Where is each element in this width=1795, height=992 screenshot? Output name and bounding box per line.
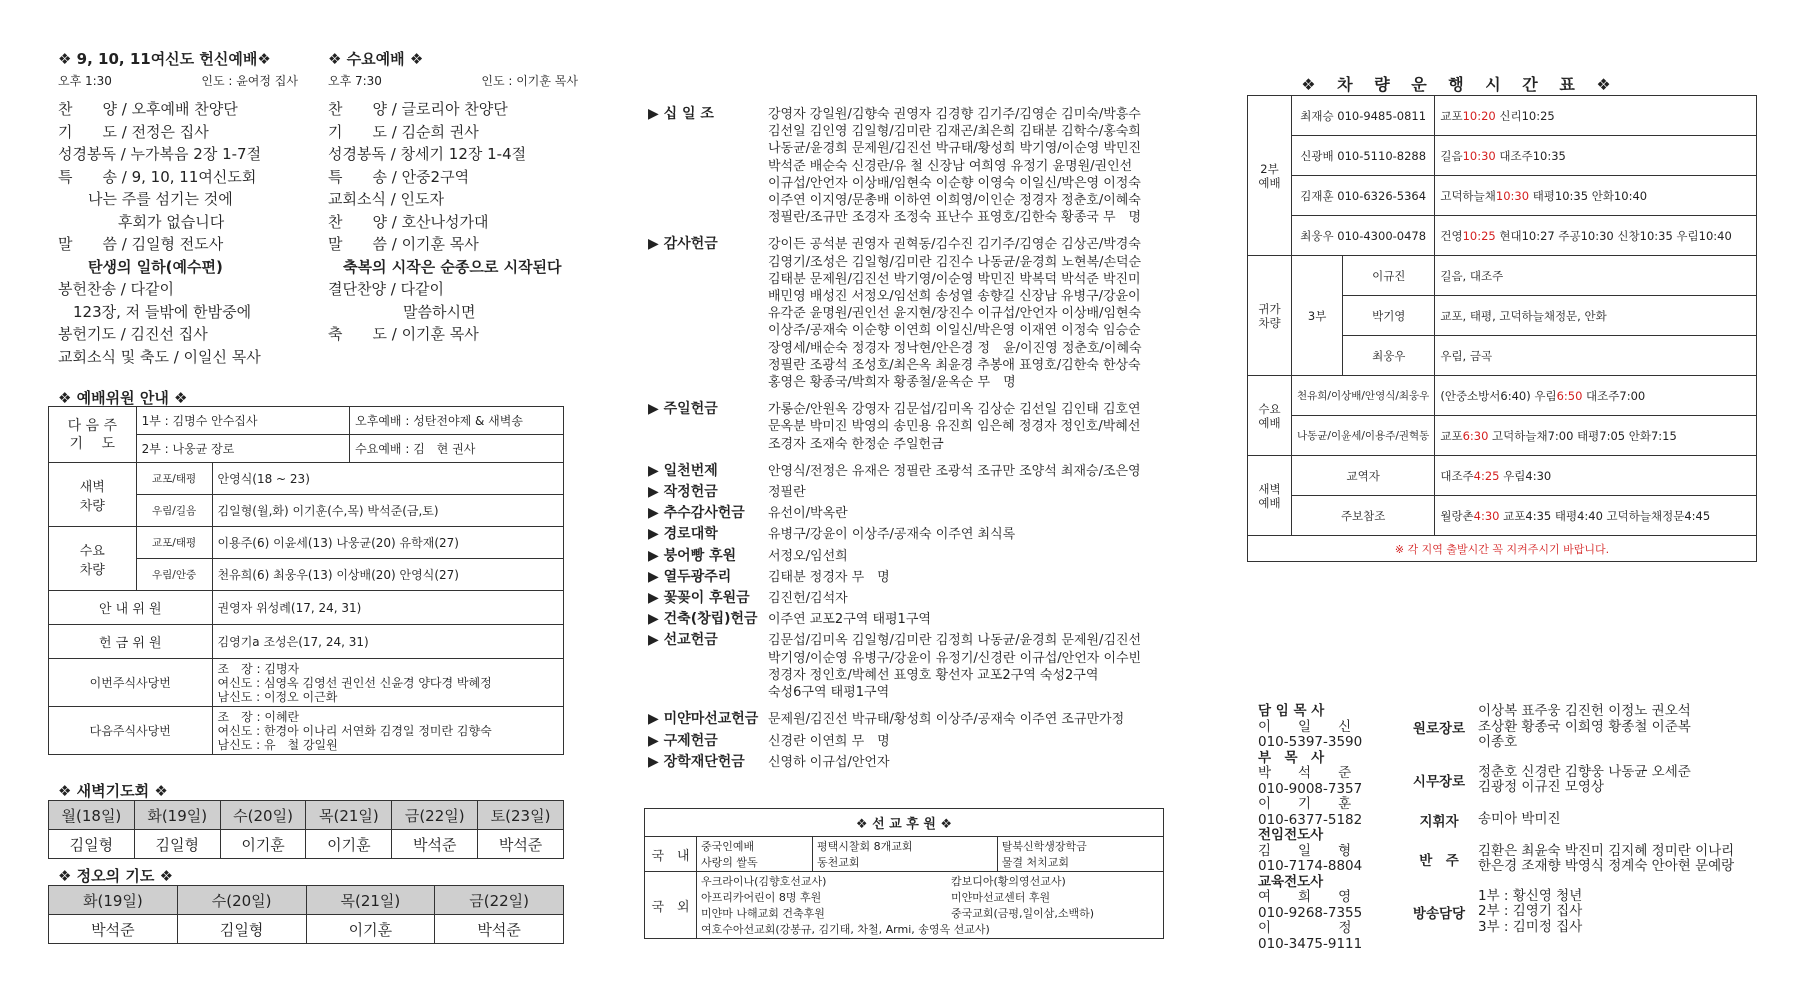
route-times: 교포, 태평, 고덕하늘채정문, 안화 <box>1435 296 1757 336</box>
offering-label: ▶ 열두광주리 <box>648 568 732 585</box>
offering-committee: 김영기a 조성은(17, 24, 31) <box>212 625 563 659</box>
staff-group-line: 한은경 조재향 박영식 정계숙 안아현 문예랑 <box>1478 858 1735 874</box>
wednesday-title: ❖ 수요예배 ❖ <box>328 50 424 68</box>
staff-group-line: 송미아 박미진 <box>1478 810 1561 827</box>
route-times: 길음10:30 대조주10:35 <box>1435 136 1757 176</box>
staff-group-line: 이상복 표주웅 김진헌 이정노 권오석 <box>1478 703 1691 719</box>
offering-line: 안영식/전정은 유재은 정필란 조광석 조규만 조양석 최재승/조은영 <box>768 463 1141 479</box>
offering-label: ▶ 장학재단헌금 <box>648 753 745 770</box>
service-order-line: 말 씀 / 이기훈 목사 <box>328 235 479 253</box>
noon-prayer-title: ❖ 정오의 기도 ❖ <box>58 867 174 885</box>
sunday-pm-time: 오후 1:30 <box>58 74 112 88</box>
usher-label: 안 내 위 원 <box>49 591 213 625</box>
offering-line: 홍영은 황종국/박희자 황종철/윤옥순 무 명 <box>768 375 1016 391</box>
prayer-leader: 이기훈 <box>306 830 392 859</box>
offering-committee-label: 헌 금 위 원 <box>49 625 213 659</box>
sunday-pm-service <box>58 48 298 368</box>
service-order-line: 말씀하시면 <box>328 302 476 321</box>
driver: 김재훈 010-6326-5364 <box>1292 176 1435 216</box>
offering-line: 신영하 이규섭/안언자 <box>768 754 890 770</box>
pastor-phone: 010-5397-3590 <box>1258 734 1363 750</box>
pastor-phone: 010-9268-7355 <box>1258 904 1363 921</box>
wednesday-service <box>328 48 578 346</box>
next-prayer-label: 다 음 주 기 도 <box>49 407 137 463</box>
pastor-phone: 010-6377-5182 <box>1258 811 1363 828</box>
staff-group-label: 방송담당 <box>1412 905 1466 922</box>
pastor-entry <box>1258 828 1398 875</box>
pastor-phone: 010-7174-8804 <box>1258 858 1363 874</box>
offering-label: ▶ 작정헌금 <box>648 484 718 501</box>
offering-line: 유선이/박옥란 <box>768 506 848 522</box>
route-times: (안중소방서6:40) 우림6:50 대조주7:00 <box>1435 376 1757 416</box>
staff-group-label: 지휘자 <box>1419 813 1459 830</box>
offering-label: ▶ 선교헌금 <box>648 632 718 649</box>
driver: 이규진 <box>1343 256 1435 296</box>
prayer-day: 목(21일) <box>306 801 392 830</box>
offering-line: 이규섭/안언자 이상배/임현숙 이순향 이영숙 이일신/박은영 이정숙 <box>768 175 1141 191</box>
this-week-kitchen-label: 이번주식사당번 <box>49 659 213 707</box>
offering-names <box>768 236 1168 391</box>
noon-prayer-table <box>48 885 564 944</box>
offering-line: 정필란 <box>768 485 806 501</box>
service-order-line: 찬 양 / 오후예배 찬양단 <box>58 100 238 118</box>
offering-line: 박기영/이순영 유병구/강윤이 유정기/신경란 이규섭/안언자 이수빈 <box>768 650 1142 666</box>
service-order-line: 축 도 / 이기훈 목사 <box>328 325 479 343</box>
offering-names <box>768 484 1168 501</box>
offering-group <box>648 505 1168 522</box>
prayer-leader: 김일형 <box>49 830 135 859</box>
driver: 신광배 010-5110-8288 <box>1292 136 1435 176</box>
offering-line: 강영자 강일원/김향숙 권영자 김경향 김기주/김영순 김미숙/박흥수 <box>768 107 1141 122</box>
prayer-day: 수(20일) <box>177 886 306 915</box>
usher: 권영자 위성례(17, 24, 31) <box>212 591 563 625</box>
offering-names <box>768 505 1168 522</box>
next-week-kitchen-label: 다음주식사당번 <box>49 707 213 755</box>
prayer-leader: 김일형 <box>177 915 306 944</box>
route-times: 교포6:30 고덕하늘채7:00 태평7:05 안화7:15 <box>1435 416 1757 456</box>
service-order-line: 찬 양 / 글로리아 찬양단 <box>328 100 508 118</box>
staff-group-line: 조상환 황종국 이희영 황종철 이준복 <box>1478 718 1691 735</box>
car-row <box>1248 416 1757 456</box>
offering-names <box>768 548 1168 565</box>
offering-group <box>648 106 1168 226</box>
staff-group-line: 김광정 이규진 모영상 <box>1478 779 1604 795</box>
offering-group <box>648 236 1168 391</box>
offering-line: 신경란 이연희 무 명 <box>768 733 890 749</box>
staff-group-names <box>1478 889 1582 936</box>
car-row <box>1248 136 1757 176</box>
home-part: 3부 <box>1292 256 1343 376</box>
offering-names <box>768 632 1168 701</box>
staff-group-line: 3부 : 김미정 집사 <box>1478 918 1583 935</box>
staff-group-line: 정춘호 신경란 김향웅 나동균 오세준 <box>1478 763 1691 780</box>
staff-group-label: 반 주 <box>1419 853 1459 869</box>
offering-line: 장영세/배순숙 정경자 정낙현/안은경 정 윤/이진영 정춘호/이혜숙 <box>768 340 1142 356</box>
offering-line: 김영기/조성은 김일형/김미란 김진수 나동균/윤경희 노현복/손덕순 <box>768 254 1142 270</box>
route-times: 월랑촌4:30 교포4:35 태평4:40 고덕하늘채정문4:45 <box>1435 496 1757 536</box>
car-row <box>1248 216 1757 256</box>
offering-label: ▶ 붕어빵 후원 <box>648 547 737 564</box>
offering-group <box>648 733 1168 750</box>
offering-line: 조경자 조재숙 한정순 주일헌금 <box>768 436 944 452</box>
pastor-name: 박 석 준 <box>1258 765 1352 781</box>
driver: 주보참조 <box>1292 496 1435 536</box>
sunday-pm-title: ❖ 9, 10, 11여신도 헌신예배❖ <box>58 50 271 68</box>
offering-line: 배민영 배성진 서정오/임선희 송성열 송향길 신장남 유병구/강윤이 <box>768 289 1141 305</box>
offering-line: 김선일 김인영 김일형/김미란 김재곤/최은희 김태분 김학수/홍숙희 <box>768 124 1141 140</box>
service-order-line: 특 송 / 안중2구역 <box>328 167 470 186</box>
mission-support-table: ❖ 선 교 후 원 ❖ 국 내 중국인예배 사랑의 쌀독 평택시찰회 8개교회 동천교회 탈북신학생장학금 물결 처치교회 국 외 우크라이나(김향호선교사) 캄보디아(황의영선교사) 아프리카어린이 8명 후원 미얀마선교센터 후원 미얀마 나해교회 건축후원 중국교회(금평,일이삼,소백하) 여호수아선교회(강봉규, 김기태, 차철, Armi, 송영옥 선교사) <box>644 808 1164 939</box>
pastor-name: 이 기 훈 <box>1258 796 1352 812</box>
service-order-line: 성경봉독 / 창세기 12장 1-4절 <box>328 145 527 163</box>
pastor-name: 김 일 형 <box>1258 842 1352 859</box>
staff-group-label: 원로장로 <box>1412 721 1466 738</box>
mission-title: ❖ 선 교 후 원 ❖ <box>645 809 1164 837</box>
offering-group <box>648 611 1168 628</box>
service-order-line: 특 송 / 9, 10, 11여신도회 <box>58 167 257 186</box>
driver: 천유희/이상배/안영식/최웅우 <box>1292 376 1435 416</box>
prayer-4: 수요예배 : 김 현 권사 <box>350 435 564 463</box>
offering-names <box>768 106 1168 226</box>
route-times: 길음, 대조주 <box>1435 256 1757 296</box>
prayer-leader: 김일형 <box>134 830 220 859</box>
pastor-phone: 010-3475-9111 <box>1258 935 1363 952</box>
sunday-pm-leader: 인도 : 윤여정 집사 <box>201 74 298 88</box>
staff-group-line: 2부 : 김영기 집사 <box>1478 903 1583 919</box>
pastor-phone: 010-9008-7357 <box>1258 780 1363 797</box>
offering-group <box>648 484 1168 501</box>
offering-names <box>768 401 1168 453</box>
service-order-line: 찬 양 / 호산나성가대 <box>328 212 489 231</box>
prayer-leader: 박석준 <box>392 830 478 859</box>
offering-line: 강이든 공석분 권영자 권혁동/김수진 김기주/김영순 김상곤/박경숙 <box>768 237 1141 253</box>
offering-label: ▶ 일천번제 <box>648 462 718 479</box>
offering-line: 유병구/강윤이 이상주/공재숙 이주연 최식록 <box>768 527 1016 543</box>
driver: 나동균/이윤세/이용주/권혁동 <box>1292 416 1435 456</box>
staff-group-label: 시무장로 <box>1412 774 1466 790</box>
service-label: 수요 예배 <box>1248 376 1292 456</box>
offering-line: 김태분 정경자 무 명 <box>768 569 890 585</box>
service-order-line: 123장, 저 들밖에 한밤중에 <box>58 302 252 321</box>
service-order-line: 교회소식 / 인도자 <box>328 190 445 208</box>
pastor-title: 교육전도사 <box>1258 873 1324 890</box>
route-times: 대조주4:25 우림4:30 <box>1435 456 1757 496</box>
service-order-line: 결단찬양 / 다같이 <box>328 280 445 298</box>
offering-line: 정경자 정인호/박혜선 표영호 황선자 교포2구역 숙성2구역 <box>768 667 1099 683</box>
offering-group <box>648 711 1168 728</box>
offering-names <box>768 754 1168 771</box>
prayer-2: 오후예배 : 성탄전야제 & 새벽송 <box>350 407 564 435</box>
offering-names <box>768 711 1168 728</box>
offering-label: ▶ 구제헌금 <box>648 732 718 749</box>
service-label: 귀가 차량 <box>1248 256 1292 376</box>
car-schedule-table <box>1247 95 1757 562</box>
domestic-label: 국 내 <box>645 837 697 872</box>
staff-group-names <box>1478 704 1691 751</box>
wednesday-leader: 인도 : 이기훈 목사 <box>481 74 578 88</box>
offering-line: 박석준 배순숙 신경란/유 철 신장남 여희영 유정기 윤명원/권인선 <box>768 158 1133 174</box>
offering-line: 정필란 조광석 조성호/최은옥 최윤경 추봉애 표영호/김한숙 한상숙 <box>768 357 1141 373</box>
car-schedule-title: ❖ 차 량 운 행 시 간 표 ❖ <box>1301 75 1619 94</box>
pastor-entry <box>1258 751 1398 798</box>
driver: 최재승 010-9485-0811 <box>1292 96 1435 136</box>
offering-line: 정필란/조규만 조경자 조정숙 표난수 표영호/김한숙 황종국 무 명 <box>768 210 1142 226</box>
pastor-title: 담 임 목 사 <box>1258 703 1325 719</box>
pastor-entry <box>1258 875 1398 922</box>
prayer-leader: 박석준 <box>435 915 564 944</box>
offering-line: 문제원/김진선 박규태/황성희 이상주/공재숙 이주연 조규만가정 <box>768 712 1125 728</box>
service-order-line: 축복의 시작은 순종으로 시작된다 <box>328 257 562 276</box>
dawn-prayer-table <box>48 800 564 859</box>
service-order-line: 성경봉독 / 누가복음 2장 1-7절 <box>58 145 262 163</box>
car-note: ※ 각 지역 출발시간 꼭 지켜주시기 바랍니다. <box>1248 536 1757 562</box>
offering-names <box>768 611 1168 628</box>
offering-group <box>648 401 1168 453</box>
offering-line: 숙성6구역 태평1구역 <box>768 685 890 701</box>
prayer-day: 금(22일) <box>435 886 564 915</box>
offering-label: ▶ 추수감사헌금 <box>648 505 745 522</box>
service-order-line: 나는 주를 섬기는 것에 <box>58 190 233 208</box>
car-note-row <box>1248 536 1757 562</box>
offering-label: ▶ 미얀마선교헌금 <box>648 711 759 728</box>
staff-group-names <box>1478 765 1691 796</box>
prayer-3: 2부 : 나웅균 장로 <box>136 435 350 463</box>
offering-label: ▶ 주일헌금 <box>648 401 718 418</box>
service-order-line: 기 도 / 전정은 집사 <box>58 122 209 141</box>
staff-group-line: 김환은 최윤숙 박진미 김지혜 정미란 이나리 <box>1478 842 1735 859</box>
driver: 최웅우 <box>1343 336 1435 376</box>
offering-label: ▶ 경로대학 <box>648 526 718 543</box>
offering-group <box>648 548 1168 565</box>
worship-staff-title: ❖ 예배위원 안내 ❖ <box>58 389 188 407</box>
service-order-line: 기 도 / 김순희 권사 <box>328 122 479 141</box>
offering-line: 김진헌/김석자 <box>768 591 848 607</box>
route-times: 교포10:20 신리10:25 <box>1435 96 1757 136</box>
prayer-day: 목(21일) <box>306 886 435 915</box>
pastor-name: 이 일 신 <box>1258 718 1352 735</box>
wednesday-order <box>328 98 578 346</box>
route-times: 고덕하늘채10:30 태평10:35 안화10:40 <box>1435 176 1757 216</box>
service-order-line: 말 씀 / 김일형 전도사 <box>58 235 224 253</box>
car-row <box>1248 496 1757 536</box>
offering-line: 이상주/공재숙 이순향 이연희 이일신/박은영 이재연 이정숙 임승순 <box>768 323 1141 339</box>
staff-group-names <box>1478 812 1561 828</box>
service-order-line: 후회가 없습니다 <box>58 212 225 231</box>
car-row <box>1248 176 1757 216</box>
offering-line: 서정오/임선희 <box>768 548 848 564</box>
offering-label: ▶ 꽃꽂이 후원금 <box>648 590 750 607</box>
driver: 교역자 <box>1292 456 1435 496</box>
driver: 박기영 <box>1343 296 1435 336</box>
pastor-directory <box>1258 704 1398 952</box>
prayer-leader: 이기훈 <box>220 830 306 859</box>
offering-line: 김태분 문제원/김진선 박기영/이순영 박민진 박복덕 박석준 박진미 <box>768 271 1141 287</box>
wednesday-time: 오후 7:30 <box>328 74 382 88</box>
offerings-list <box>648 106 1168 775</box>
route-times: 우림, 금곡 <box>1435 336 1757 376</box>
offering-line: 이주연 교포2구역 태평1구역 <box>768 612 931 628</box>
overseas-label: 국 외 <box>645 872 697 939</box>
offering-label: ▶ 십 일 조 <box>648 106 714 122</box>
staff-group <box>1400 844 1780 875</box>
pastor-title: 부 목 사 <box>1258 749 1325 766</box>
offering-line: 가롱순/안원옥 강영자 김문섭/김미옥 김상순 김선일 김인태 김호연 <box>768 402 1141 418</box>
service-label: 새벽 예배 <box>1248 456 1292 536</box>
service-order-line: 탄생의 일하(예수편) <box>58 257 223 276</box>
prayer-day: 화(19일) <box>49 886 178 915</box>
staff-group-line: 이종호 <box>1478 734 1518 750</box>
offering-group <box>648 754 1168 771</box>
prayer-day: 화(19일) <box>134 801 220 830</box>
offering-line: 문옥분 박미진 박영의 송민용 유진희 임은혜 정경자 정인호/박혜선 <box>768 419 1141 435</box>
service-label: 2부 예배 <box>1248 96 1292 256</box>
car-row <box>1248 96 1757 136</box>
pastor-name: 이 정 <box>1258 920 1352 936</box>
offering-group <box>648 590 1168 607</box>
prayer-day: 수(20일) <box>220 801 306 830</box>
offering-names <box>768 569 1168 586</box>
offering-line: 유각준 윤명원/권인선 윤지현/장진수 이규섭/안언자 이상배/임현숙 <box>768 306 1142 322</box>
prayer-day: 토(23일) <box>478 801 564 830</box>
route-times: 건영10:25 현대10:27 주공10:30 신창10:35 우림10:40 <box>1435 216 1757 256</box>
pastor-entry <box>1258 921 1398 952</box>
elders-directory <box>1400 704 1780 935</box>
prayer-leader: 박석준 <box>49 915 178 944</box>
staff-group-names <box>1478 844 1734 875</box>
staff-group <box>1400 889 1780 936</box>
car-row <box>1248 456 1757 496</box>
service-order-line: 봉헌기도 / 김진선 집사 <box>58 325 208 343</box>
offering-group <box>648 526 1168 543</box>
staff-group-line: 1부 : 황신영 청년 <box>1478 887 1583 904</box>
offering-names <box>768 463 1168 480</box>
wed-car-label: 수요 차량 <box>49 527 137 591</box>
prayer-leader: 박석준 <box>478 830 564 859</box>
prayer-day: 월(18일) <box>49 801 135 830</box>
prayer-day: 금(22일) <box>392 801 478 830</box>
offering-group <box>648 632 1168 701</box>
sunday-pm-order <box>58 98 298 368</box>
offering-group <box>648 463 1168 480</box>
car-row <box>1248 256 1757 296</box>
prayer-1: 1부 : 김명수 안수집사 <box>136 407 350 435</box>
pastor-name: 여 희 영 <box>1258 889 1352 905</box>
offering-names <box>768 590 1168 607</box>
dawn-prayer-title: ❖ 새벽기도회 ❖ <box>58 782 168 800</box>
offering-group <box>648 569 1168 586</box>
offering-line: 나동균/윤경희 문제원/김진선 박규태/황성희 박기영/이순영 박민진 <box>768 141 1142 157</box>
staff-group <box>1400 810 1780 830</box>
worship-staff-table: 다 음 주 기 도 1부 : 김명수 안수집사 오후예배 : 성탄전야제 & 새벽송 2부 : 나웅균 장로 수요예배 : 김 현 권사 새벽 차량 교포/태평 안영식(18 ~ 23) 우림/길음 김일형(월,화) 이기훈(수,목) 박석준(금,토) 수요 차량 교포/태평 이용주(6) 이윤세(13) 나웅균(20) 유학재(27) 우림/안중 천유희(6) 최웅우(13) 이상배(20) 안영식(27) 안 내 위 원 권영자 위성례(17, 24, 31) 헌 금 위 원 김영기a 조성은(17, 24, 31) 이번주식사당번 조 장 : 김명자 여신도 : 심영옥 김영선 권인선 신윤경 양다경 박혜정 남신도 : 이정오 이근화 다음주식사당번 조 장 : 이혜란 여신도 : 한경아 이나리 서연화 김경일 정미란 김향숙 남신도 : 유 철 강일원 <box>48 406 564 755</box>
offering-line: 김문섭/김미옥 김일형/김미란 김정희 나동균/윤경희 문제원/김진선 <box>768 633 1142 649</box>
staff-group <box>1400 765 1780 796</box>
pastor-title: 전임전도사 <box>1258 827 1324 843</box>
offering-names <box>768 733 1168 750</box>
offering-label: ▶ 건축(창립)헌금 <box>648 611 758 628</box>
driver: 최웅우 010-4300-0478 <box>1292 216 1435 256</box>
pastor-entry <box>1258 704 1398 751</box>
offering-line: 이주연 이지영/문총배 이하연 이희영/이인순 정경자 정춘호/이혜숙 <box>768 193 1141 209</box>
offering-label: ▶ 감사헌금 <box>648 236 718 253</box>
prayer-leader: 이기훈 <box>306 915 435 944</box>
staff-group <box>1400 704 1780 751</box>
service-order-line: 교회소식 및 축도 / 이일신 목사 <box>58 347 261 366</box>
service-order-line: 봉헌찬송 / 다같이 <box>58 280 175 298</box>
car-row <box>1248 376 1757 416</box>
offering-names <box>768 526 1168 543</box>
pastor-entry <box>1258 797 1398 828</box>
dawn-car-label: 새벽 차량 <box>49 463 137 527</box>
